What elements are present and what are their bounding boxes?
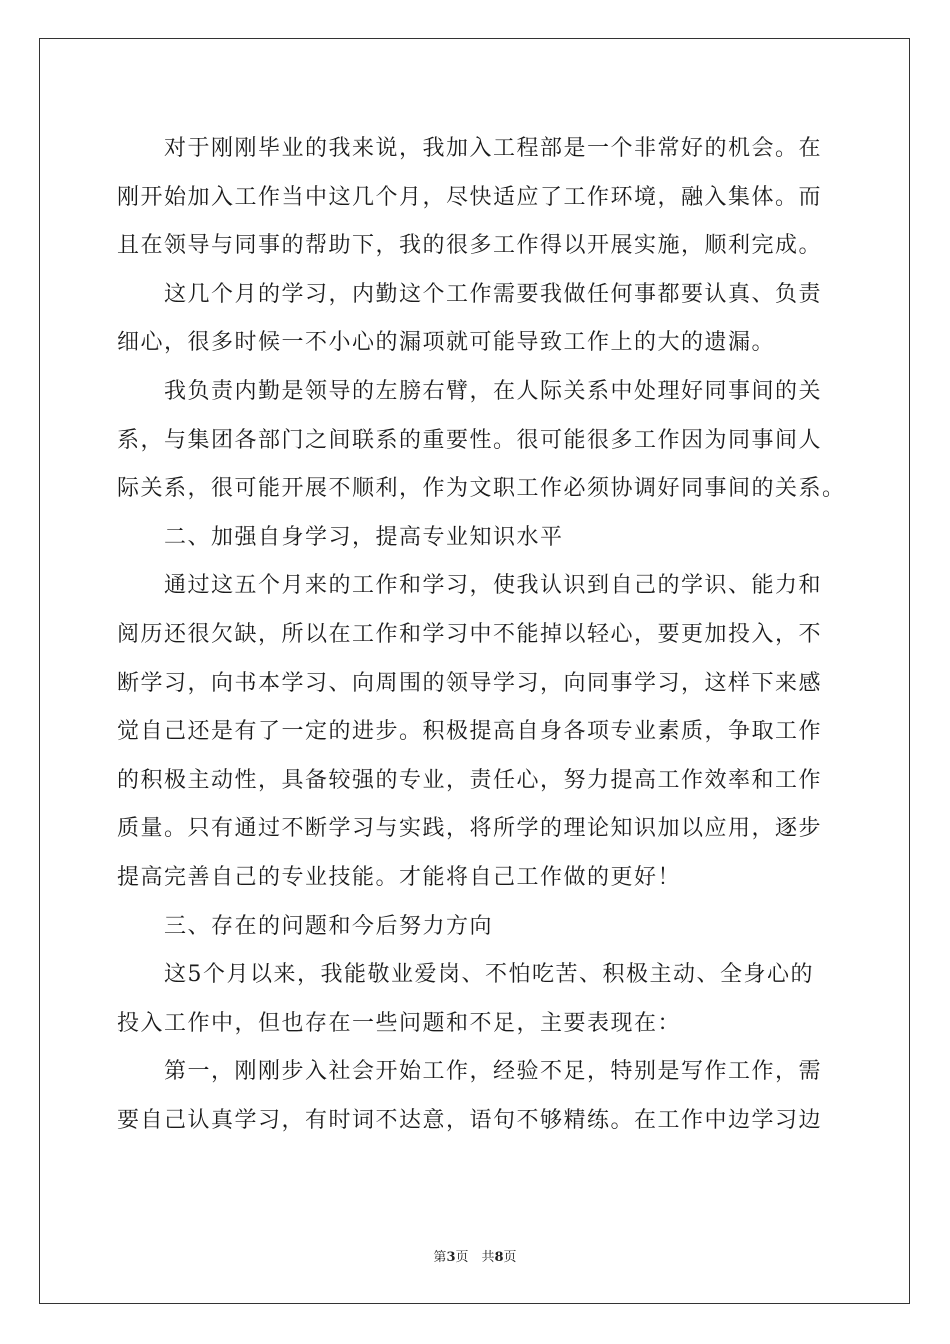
text-line: 投入工作中，但也存在一些问题和不足，主要表现在：: [117, 1010, 682, 1036]
page-suffix: 页: [503, 1250, 517, 1265]
text-line: 第一，刚刚步入社会开始工作，经验不足，特别是写作工作，需: [164, 1059, 823, 1085]
current-page-number: 3: [446, 1250, 456, 1265]
text-line: 提高完善自己的专业技能。才能将自己工作做的更好！: [117, 864, 682, 890]
text-line: 的积极主动性，具备较强的专业，责任心，努力提高工作效率和工作: [117, 767, 823, 793]
page-prefix: 第: [433, 1250, 447, 1265]
section-heading: 三、存在的问题和今后努力方向: [164, 913, 494, 939]
text-line: 对于刚刚毕业的我来说，我加入工程部是一个非常好的机会。在: [164, 136, 823, 161]
text-line: 要自己认真学习，有时词不达意，语句不够精练。在工作中边学习边: [117, 1107, 823, 1133]
text-line: 际关系，很可能开展不顺利，作为文职工作必须协调好同事间的关系。: [117, 476, 846, 502]
text-line: 质量。只有通过不断学习与实践，将所学的理论知识加以应用，逐步: [117, 816, 823, 842]
text-line: 断学习，向书本学习、向周围的领导学习，向同事学习，这样下来感: [117, 670, 823, 696]
text-line: 阅历还很欠缺，所以在工作和学习中不能掉以轻心，要更加投入，不: [117, 621, 823, 647]
page-mid: 页 共: [455, 1250, 495, 1265]
text-line: 觉自己还是有了一定的进步。积极提高自身各项专业素质，争取工作: [117, 719, 823, 745]
text-line: 刚开始加入工作当中这几个月，尽快适应了工作环境，融入集体。而: [117, 184, 823, 210]
text-line: 系，与集团各部门之间联系的重要性。很可能很多工作因为同事间人: [117, 427, 823, 453]
text-line: 这几个月的学习，内勤这个工作需要我做任何事都要认真、负责: [164, 281, 823, 307]
total-page-count: 8: [494, 1250, 504, 1265]
page-footer: [0, 1246, 950, 1265]
document-body: [117, 125, 846, 1145]
text-line: 这5个月以来，我能敬业爱岗、不怕吃苦、积极主动、全身心的: [164, 962, 814, 988]
text-line: 通过这五个月来的工作和学习，使我认识到自己的学识、能力和: [164, 573, 823, 599]
text-line: 且在领导与同事的帮助下，我的很多工作得以开展实施，顺利完成。: [117, 233, 823, 259]
text-line: 细心，很多时候一不小心的漏项就可能导致工作上的大的遗漏。: [117, 330, 776, 356]
text-line: 我负责内勤是领导的左膀右臂，在人际关系中处理好同事间的关: [164, 378, 823, 404]
section-heading: 二、加强自身学习，提高专业知识水平: [164, 524, 564, 550]
